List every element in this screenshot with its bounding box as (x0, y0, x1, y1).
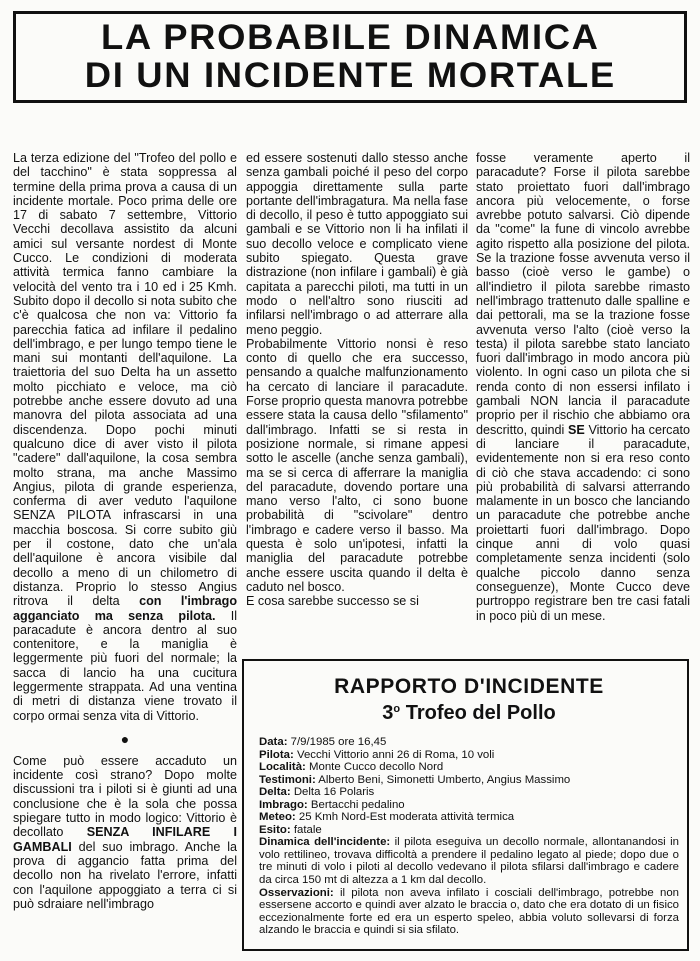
field-value: il pilota non aveva infilato i cosciali dell'imbrago, potrebbe non essersene accorto e quindi aver alzato le braccia o, dato che era dotato di un fisico eccezionalmente forte ed era un esperto speleo, abbia voluto sollevarsi di forza alzando le braccia e quindi si sia sfilato. (259, 886, 679, 937)
field-label: Data: (259, 736, 288, 748)
report-field-outcome (259, 824, 679, 837)
field-label: Dinamica dell'incidente: (259, 836, 391, 849)
field-value: Delta 16 Polaris (293, 786, 375, 799)
incident-report-box (242, 659, 689, 951)
field-label: Pilota: (259, 748, 294, 761)
article-bold-text: SE (567, 422, 585, 437)
field-label: Località: (259, 761, 306, 774)
field-label: Testimoni: (259, 773, 316, 786)
report-field-weather (259, 811, 679, 824)
article-paragraph: ed essere sostenuti dallo stesso anche senza gambali poiché il peso del corpo appoggia direttamente sulla parte portante dell'imbragatura. Ma nella fase di decollo, il peso è tutto appoggiato sui gambali e se Vittorio non li ha infilati il suo decollo veloce e complicato viene subito spiegato. Questa grave distrazione (non infilare i gambali) è già capitata a parecchi piloti, ma tutti in un modo o nell'altro sono riusciti ad infilarsi nell'imbrago o ad atterrare alla meno peggio. (246, 151, 468, 337)
field-value: Monte Cucco decollo Nord (309, 761, 444, 774)
field-label: Osservazioni: (259, 886, 334, 899)
field-label: Imbrago: (259, 798, 308, 811)
headline (84, 19, 615, 95)
report-subheading (259, 698, 679, 724)
article-paragraph (13, 151, 237, 723)
field-value: Bertacchi pedalino (310, 798, 405, 811)
report-field-glider (259, 786, 679, 799)
article-text: Il paracadute è ancora dentro al suo contenitore, e la maniglia è leggermente più fuori del normale; la sacca di lancio ha una cucitura leggermente strappata. Ad una ventina di metri di distanza viene trovato il corpo ormai senza vita di Vittorio. (13, 608, 237, 723)
report-heading: RAPPORTO D'INCIDENTE (334, 675, 604, 698)
headline-box (13, 11, 687, 103)
bullet-separator: ● (120, 730, 130, 747)
article-column-1 (13, 151, 237, 911)
field-label: Esito: (259, 823, 291, 836)
report-field-harness (259, 799, 679, 812)
article-text: fosse veramente aperto il paracadute? Forse il pilota sarebbe stato proiettato fuori dall'imbrago ancora più velocemente, o forse avrebbe potuto salvarsi. Ciò dipende da "come" la fune di vincolo avrebbe agito rispetto alla posizione del pilota. Se la trazione fosse avvenuta verso il basso (cioè verso le gambe) o all'indietro il pilota sarebbe rimasto nell'imbrago trattenuto dalle spalline e dai pettorali, ma se la trazione fosse avvenuta verso l'alto (cioè verso la testa) il pilota sarebbe stato lanciato fuori dall'imbrago in modo ancora più violento. In ogni caso un pilota che si renda conto di non essersi infilato i gambali NON lancia il paracadute proprio per il rischio che abbiamo ora descritto, quindi (476, 151, 690, 437)
field-value: il pilota eseguiva un decollo normale, allontanandosi in volo rettilineo, trovava difficoltà a prendere il pedalino legato al piede; dopo due o tre minuti di volo i piloti al decollo vedevano il pilota sfilarsi dall'imbrago e cadere da circa 150 mt di altezza a 1 km dal decollo. (259, 836, 679, 887)
field-label: Meteo: (259, 811, 296, 824)
article-text: Vittorio ha cercato di lanciare il paracadute, evidentemente non si era reso conto di ciò che stava accadendo: ci sono più probabilità di salvarsi atterrando malamente in un bosco che lanciando un paracadute che potrebbe anche proiettarti fuori dall'imbrago. Dopo cinque anni di volo quasi completamente senza incidenti (solo qualche piccolo danno senza conseguenze), Monte Cucco deve purtroppo registrare ben tre casi fatali in poco più di un mese. (476, 422, 690, 623)
article-paragraph: Probabilmente Vittorio nonsi è reso conto di quello che era successo, pensando a qualche malfunzionamento ha cercato di lanciare il paracadute. Forse proprio questa manovra potrebbe essere stata la causa dello "sfilamento" dall'imbrago. Infatti se si resta in posizione normale, si rimane appesi sotto le ascelle (anche senza gambali), ma se si cerca di afferrare la maniglia del paracadute, dovendo portare una mano verso l'alto, ci sono buone probabilità di "scivolare" dentro l'imbrago e cadere verso il basso. Ma questa è solo un'ipotesi, infatti la maniglia del paracadute potrebbe anche essere uscita quando il delta è caduto nel bosco. (246, 336, 468, 594)
report-field-pilot (259, 749, 679, 762)
field-value: Vecchi Vittorio anni 26 di Roma, 10 voli (296, 748, 495, 761)
report-subheading-text: Trofeo del Pollo (405, 702, 556, 724)
report-field-witnesses (259, 774, 679, 787)
field-value: Alberto Beni, Simonetti Umberto, Angius Massimo (318, 773, 571, 786)
field-value: 7/9/1985 ore 16,45 (290, 736, 387, 748)
headline-line-2: DI UN INCIDENTE MORTALE (84, 56, 616, 95)
article-bold-text: SENZA INFILARE I GAMBALI (13, 825, 237, 854)
article-text: Come può essere accaduto un incidente così strano? Dopo molte discussioni tra i piloti si è giunti ad una conclusione che è la sola che possa spiegare tutto in modo logico: Vittorio è decollato (13, 753, 237, 840)
article-text: del suo imbrago. Anche la prova di aggancio fatta prima del decollo non ha rivelato l'errore, infatti con l'aquilone appoggiato a terra ci si può sdraiare nell'imbrago (13, 839, 238, 911)
article-text: La terza edizione del "Trofeo del pollo e del tacchino" è stata soppressa al termine della prima prova a causa di un incidente mortale. Poco prima delle ore 17 di sabato 7 settembre, Vittorio Vecchi decollava assistito da alcuni amici sul versante nordest di Monte Cucco. Le condizioni di moderata attività termica fanno cambiare la velocità del vento tra i 10 ed i 25 Kmh. Subito dopo il decollo si nota subito che c'è qualcosa che non va: Vittorio fa parecchia fatica ad infilare il pedalino dell'imbrago, e per lungo tempo tiene le mani sui montanti dell'aquilone. La traiettoria del suo Delta ha un assetto molto picchiato e veloce, ma ciò potrebbe anche essere dovuto ad una manovra del pilota associata ad una discendenza. Dopo pochi minuti qualcuno dice di aver visto il pilota "cadere" dall'aquilone, la cosa sembra molto strana, ma anche Massimo Angius, pilota di grande esperienza, conferma di aver veduto l'aquilone SENZA PILOTA infrascarsi in una macchia boscosa. Si corre subito giù per il costone, dato che un'ala dell'aquilone è ancora visibile dal decollo a meno di un chilometro di distanza. Proprio lo stesso Angius ritrova il delta (13, 151, 237, 609)
article-bold-text: con l'imbrago agganciato ma senza pilota. (13, 594, 238, 623)
field-value: fatale (293, 823, 322, 836)
report-observations (259, 887, 679, 937)
report-subheading-number: 3 (382, 702, 394, 724)
field-label: Delta: (259, 786, 291, 799)
report-dynamics (259, 836, 679, 886)
article-column-3 (476, 151, 690, 623)
article-paragraph (13, 754, 237, 911)
report-field-location (259, 761, 679, 774)
report-field-date (259, 736, 679, 749)
article-paragraph: E cosa sarebbe successo se si (246, 594, 419, 609)
field-value: 25 Kmh Nord-Est moderata attività termica (298, 811, 515, 824)
article-paragraph (476, 151, 690, 623)
report-subheading-ordinal: o (393, 703, 401, 715)
article-column-2 (246, 151, 468, 609)
headline-line-1: LA PROBABILE DINAMICA (100, 18, 600, 57)
